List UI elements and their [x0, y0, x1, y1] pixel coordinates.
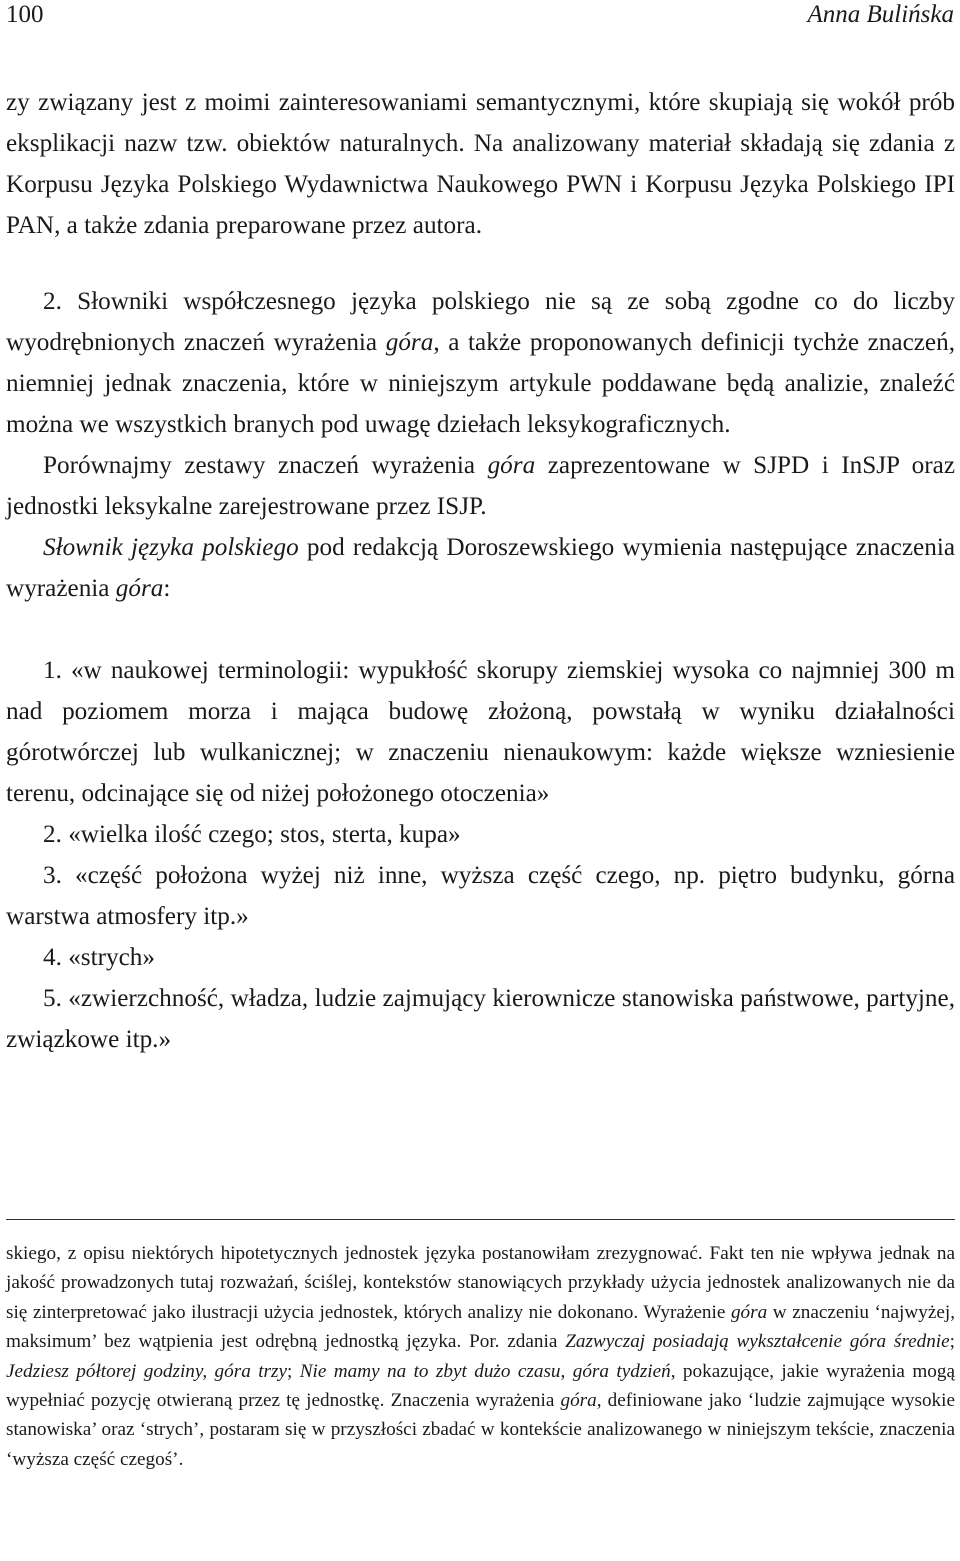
example-sentence: Nie mamy na to zbyt dużo czasu, góra tydzień — [299, 1360, 671, 1382]
section-2-paragraph — [6, 281, 955, 445]
term-gora: góra — [487, 452, 536, 479]
example-sentence: Zazwyczaj posiadają wykształcenie góra średnie — [565, 1331, 950, 1353]
definition-item: 2. «wielka ilość czego; stos, sterta, kupa» — [43, 821, 461, 848]
comparison-paragraph — [6, 445, 955, 527]
text-run: , pokazujące, jakie wyrażenia mogą wypełniać pozycję otwieraną przez tę jednostkę. Znaczenia wyrażenia — [6, 1360, 955, 1412]
definition-item: 3. «część położona wyżej niż inne, wyższa część czego, np. piętro budynku, górna warstwa atmosfery itp.» — [6, 862, 955, 930]
paragraph-gap — [6, 609, 955, 650]
page-header — [6, 0, 954, 30]
text-run: ; — [287, 1360, 300, 1382]
definition-item: 5. «zwierzchność, władza, ludzie zajmujący kierownicze stanowiska państwowe, partyjne, związkowe itp.» — [6, 985, 955, 1053]
text-run: : — [163, 575, 171, 602]
example-sentence: Jedziesz półtorej godziny, góra trzy — [6, 1360, 287, 1382]
page-number: 100 — [6, 1, 44, 28]
term-gora: góra — [560, 1390, 597, 1412]
text-run: w znaczeniu ‘najwyżej, maksimum’ bez wątpienia jest odrębną jednostką języka. Por. zdania — [6, 1301, 955, 1353]
text-run: Porównajmy zestawy znaczeń wyrażenia — [43, 452, 488, 479]
text-run: ; — [949, 1331, 955, 1353]
definition-item: 4. «strych» — [43, 944, 155, 971]
running-head-author: Anna Bulińska — [807, 1, 954, 28]
text-run: , a także proponowanych definicji tychże znaczeń, niemniej jednak znaczenia, które w niniejszym artykule poddawane będą analizie, znaleźć można we wszystkich branych pod uwagę dziełach leksykograficznych. — [6, 329, 956, 438]
text-run: 2. Słowniki współczesnego języka polskiego nie są ze sobą zgodne co do liczby wyodrębnionych znaczeń wyrażenia — [6, 288, 955, 356]
footnote-text — [6, 1239, 955, 1474]
text-run: , definiowane jako ‘ludzie zajmujące wysokie stanowiska’ oraz ‘strych’, postaram się w przyszłości zbadać w kontekście analizowanego w niniejszym tekście, znaczenia ‘wyższa część czegoś’. — [6, 1390, 955, 1470]
text-run: zaprezentowane w SJPD i InSJP oraz jednostki leksykalne zarejestrowane przez ISJP. — [6, 452, 956, 520]
term-gora: góra — [115, 575, 164, 602]
dictionary-title: Słownik języka polskiego — [43, 534, 299, 561]
intro-paragraph: zy związany jest z moimi zainteresowaniami semantycznymi, które skupiają się wokół prób eksplikacji nazw tzw. obiektów naturalnych. Na analizowany materiał składają się zdania z Korpusu Języka Polskiego Wydawnictwa Naukowego PWN i Korpusu Języka Polskiego IPI PAN, a także zdania preparowane przez autora. — [6, 89, 955, 239]
definition-item: 1. «w naukowej terminologii: wypukłość skorupy ziemskiej wysoka co najmniej 300 m nad poziomem morza i mająca budowę złożoną, powstałą w wyniku działalności górotwórczej lub wulkanicznej; w znaczeniu nienaukowym: każde większe wzniesienie terenu, odcinające się od niżej położonego otoczenia» — [6, 657, 955, 807]
main-text — [6, 82, 955, 1060]
footnote-divider — [6, 1219, 955, 1220]
term-gora: góra — [730, 1301, 768, 1323]
term-gora: góra — [385, 329, 434, 356]
paragraph-gap — [6, 246, 955, 281]
text-run: pod redakcją Doroszewskiego wymienia następujące znaczenia wyrażenia — [6, 534, 955, 602]
text-run: skiego, z opisu niektórych hipotetycznych jednostek języka postanowiłam zrezygnować. Fakt ten nie wpływa jednak na jakość prowadzonych tutaj rozważań, ściślej, kontekstów stanowiących przykłady użycia jednostek analizowanych nie da się zinterpretować jako ilustracji użycia jednostek, których analizy nie dokonano. Wyrażenie — [6, 1243, 955, 1323]
sjpd-intro-paragraph — [6, 527, 955, 609]
